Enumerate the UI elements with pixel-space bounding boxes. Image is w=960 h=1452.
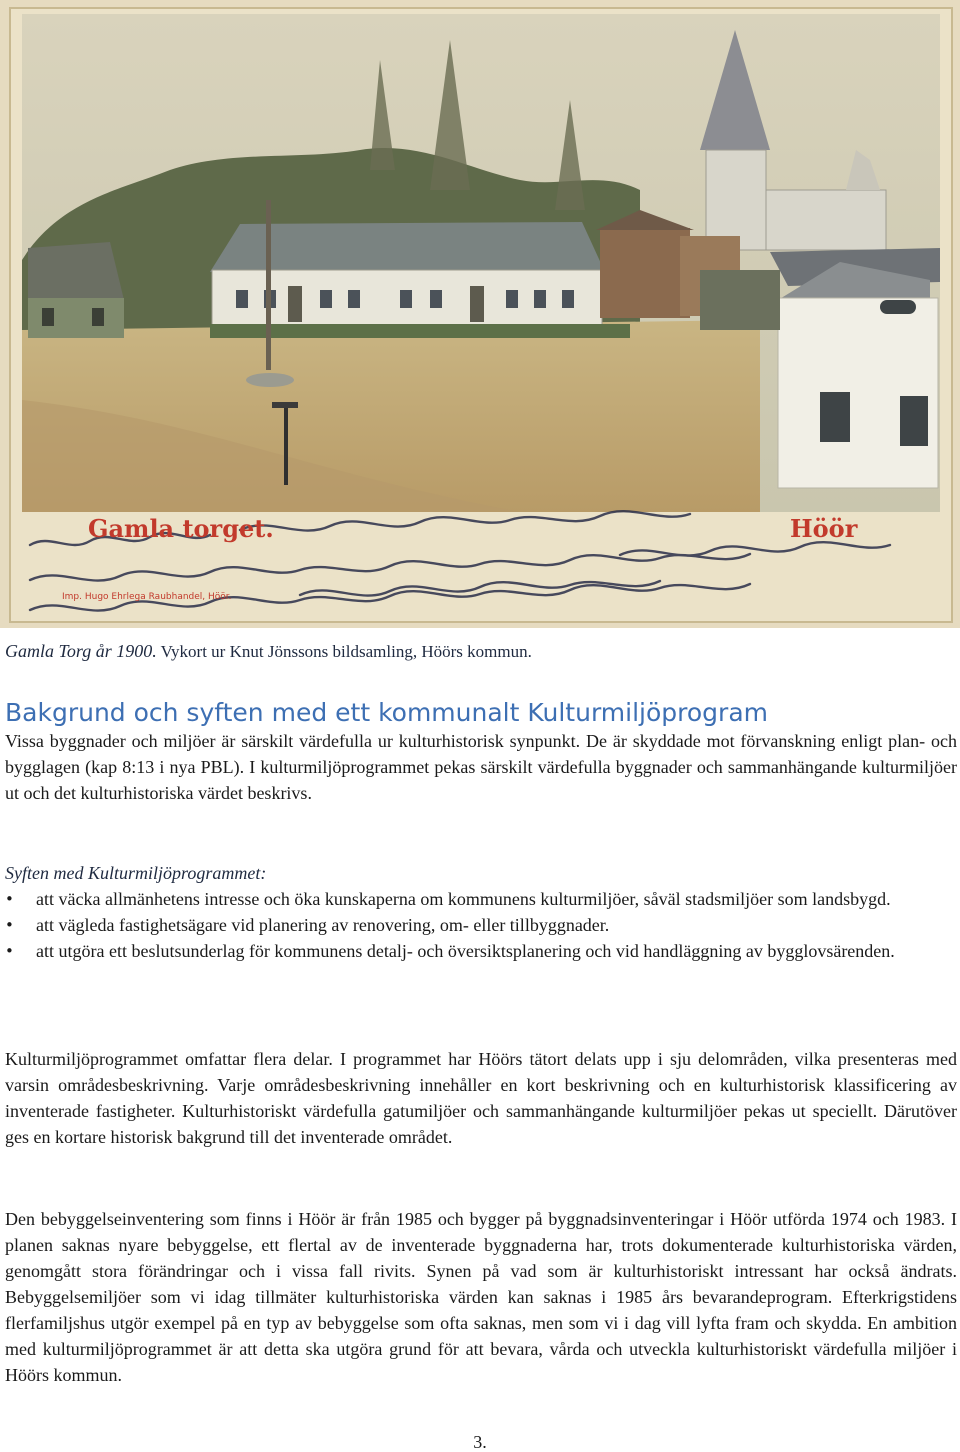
list-item	[5, 938, 957, 964]
caption-place: Gamla Torg år 1900.	[5, 641, 157, 661]
caption-source: Vykort ur Knut Jönssons bildsamling, Höörs kommun.	[156, 642, 532, 661]
postcard-title-print: Gamla torget.	[88, 514, 274, 543]
intro-paragraph: Vissa byggnader och miljöer är särskilt värdefulla ur kulturhistorisk synpunkt. De är skyddade mot förvanskning enligt plan- och bygglagen (kap 8:13 i nya PBL). I kulturmiljöprogrammet pekas särskilt värdefulla byggnader och sammanhängande kulturmiljöer ut och det kulturhistoriska värdet beskrivs.	[5, 731, 957, 803]
section-heading: Bakgrund och syften med ett kommunalt Kulturmiljöprogram	[5, 698, 768, 727]
postcard-publisher-print: Imp. Hugo Ehrlega Raubhandel, Höör.	[62, 592, 232, 602]
postcard-town-print: Höör	[790, 514, 858, 543]
image-caption	[5, 640, 955, 663]
purpose-title: Syften med Kulturmiljöprogrammet:	[5, 863, 267, 883]
list-item	[5, 912, 957, 938]
list-item-text: att utgöra ett beslutsunderlag för kommunens detalj- och översiktsplanering och vid handläggning av bygglovsärenden.	[36, 941, 895, 961]
purpose-list	[5, 886, 957, 964]
bullet-icon: •	[5, 890, 14, 908]
bullet-icon: •	[5, 942, 14, 960]
bullet-icon: •	[5, 916, 14, 934]
list-item-text: att vägleda fastighetsägare vid planering av renovering, om- eller tillbyggnader.	[36, 915, 610, 935]
page-number: 3.	[473, 1432, 487, 1452]
list-item	[5, 886, 957, 912]
postcard-image	[0, 0, 960, 628]
inventory-paragraph: Den bebyggelseinventering som finns i Höör är från 1985 och bygger på byggnadsinventeringar i Höör utförda 1974 och 1983. I planen saknas nyare bebyggelse, ett flertal av de inventerade byggnaderna har, trots dokumenterade kulturhistoriska värden, genomgått stora förändringar och i vissa fall rivits. Synen på vad som är kulturhistoriskt intressant har också ändrats. Bebyggelsemiljöer som vi idag tillmäter kulturhistoriska värden kan saknas i 1985 års bevarandeprogram. Efterkrigstidens flerfamiljshus utgör exempel på en typ av bebyggelse som ofta saknas, men som vi i dag vill lyfta fram och skydda. En ambition med kulturmiljöprogrammet är att detta ska utgöra grund för att bevara, vårda och utveckla kulturhistoriskt värdefulla miljöer i Höörs kommun.	[5, 1209, 957, 1385]
contents-paragraph: Kulturmiljöprogrammet omfattar flera delar. I programmet har Höörs tätort delats upp i sju delområden, vilka presenteras med varsin områdesbeskrivning. Varje områdesbeskrivning innehåller en kort beskrivning och en kulturhistorisk klassificering av inventerade fastigheter. Kulturhistoriskt värdefulla gatumiljöer och sammanhängande kulturmiljöer pekas ut speciellt. Därutöver ges en kortare historisk bakgrund till det inventerade området.	[5, 1049, 957, 1147]
list-item-text: att väcka allmänhetens intresse och öka kunskaperna om kommunens kulturmiljöer, såväl stadsmiljöer som landsbygd.	[36, 889, 891, 909]
